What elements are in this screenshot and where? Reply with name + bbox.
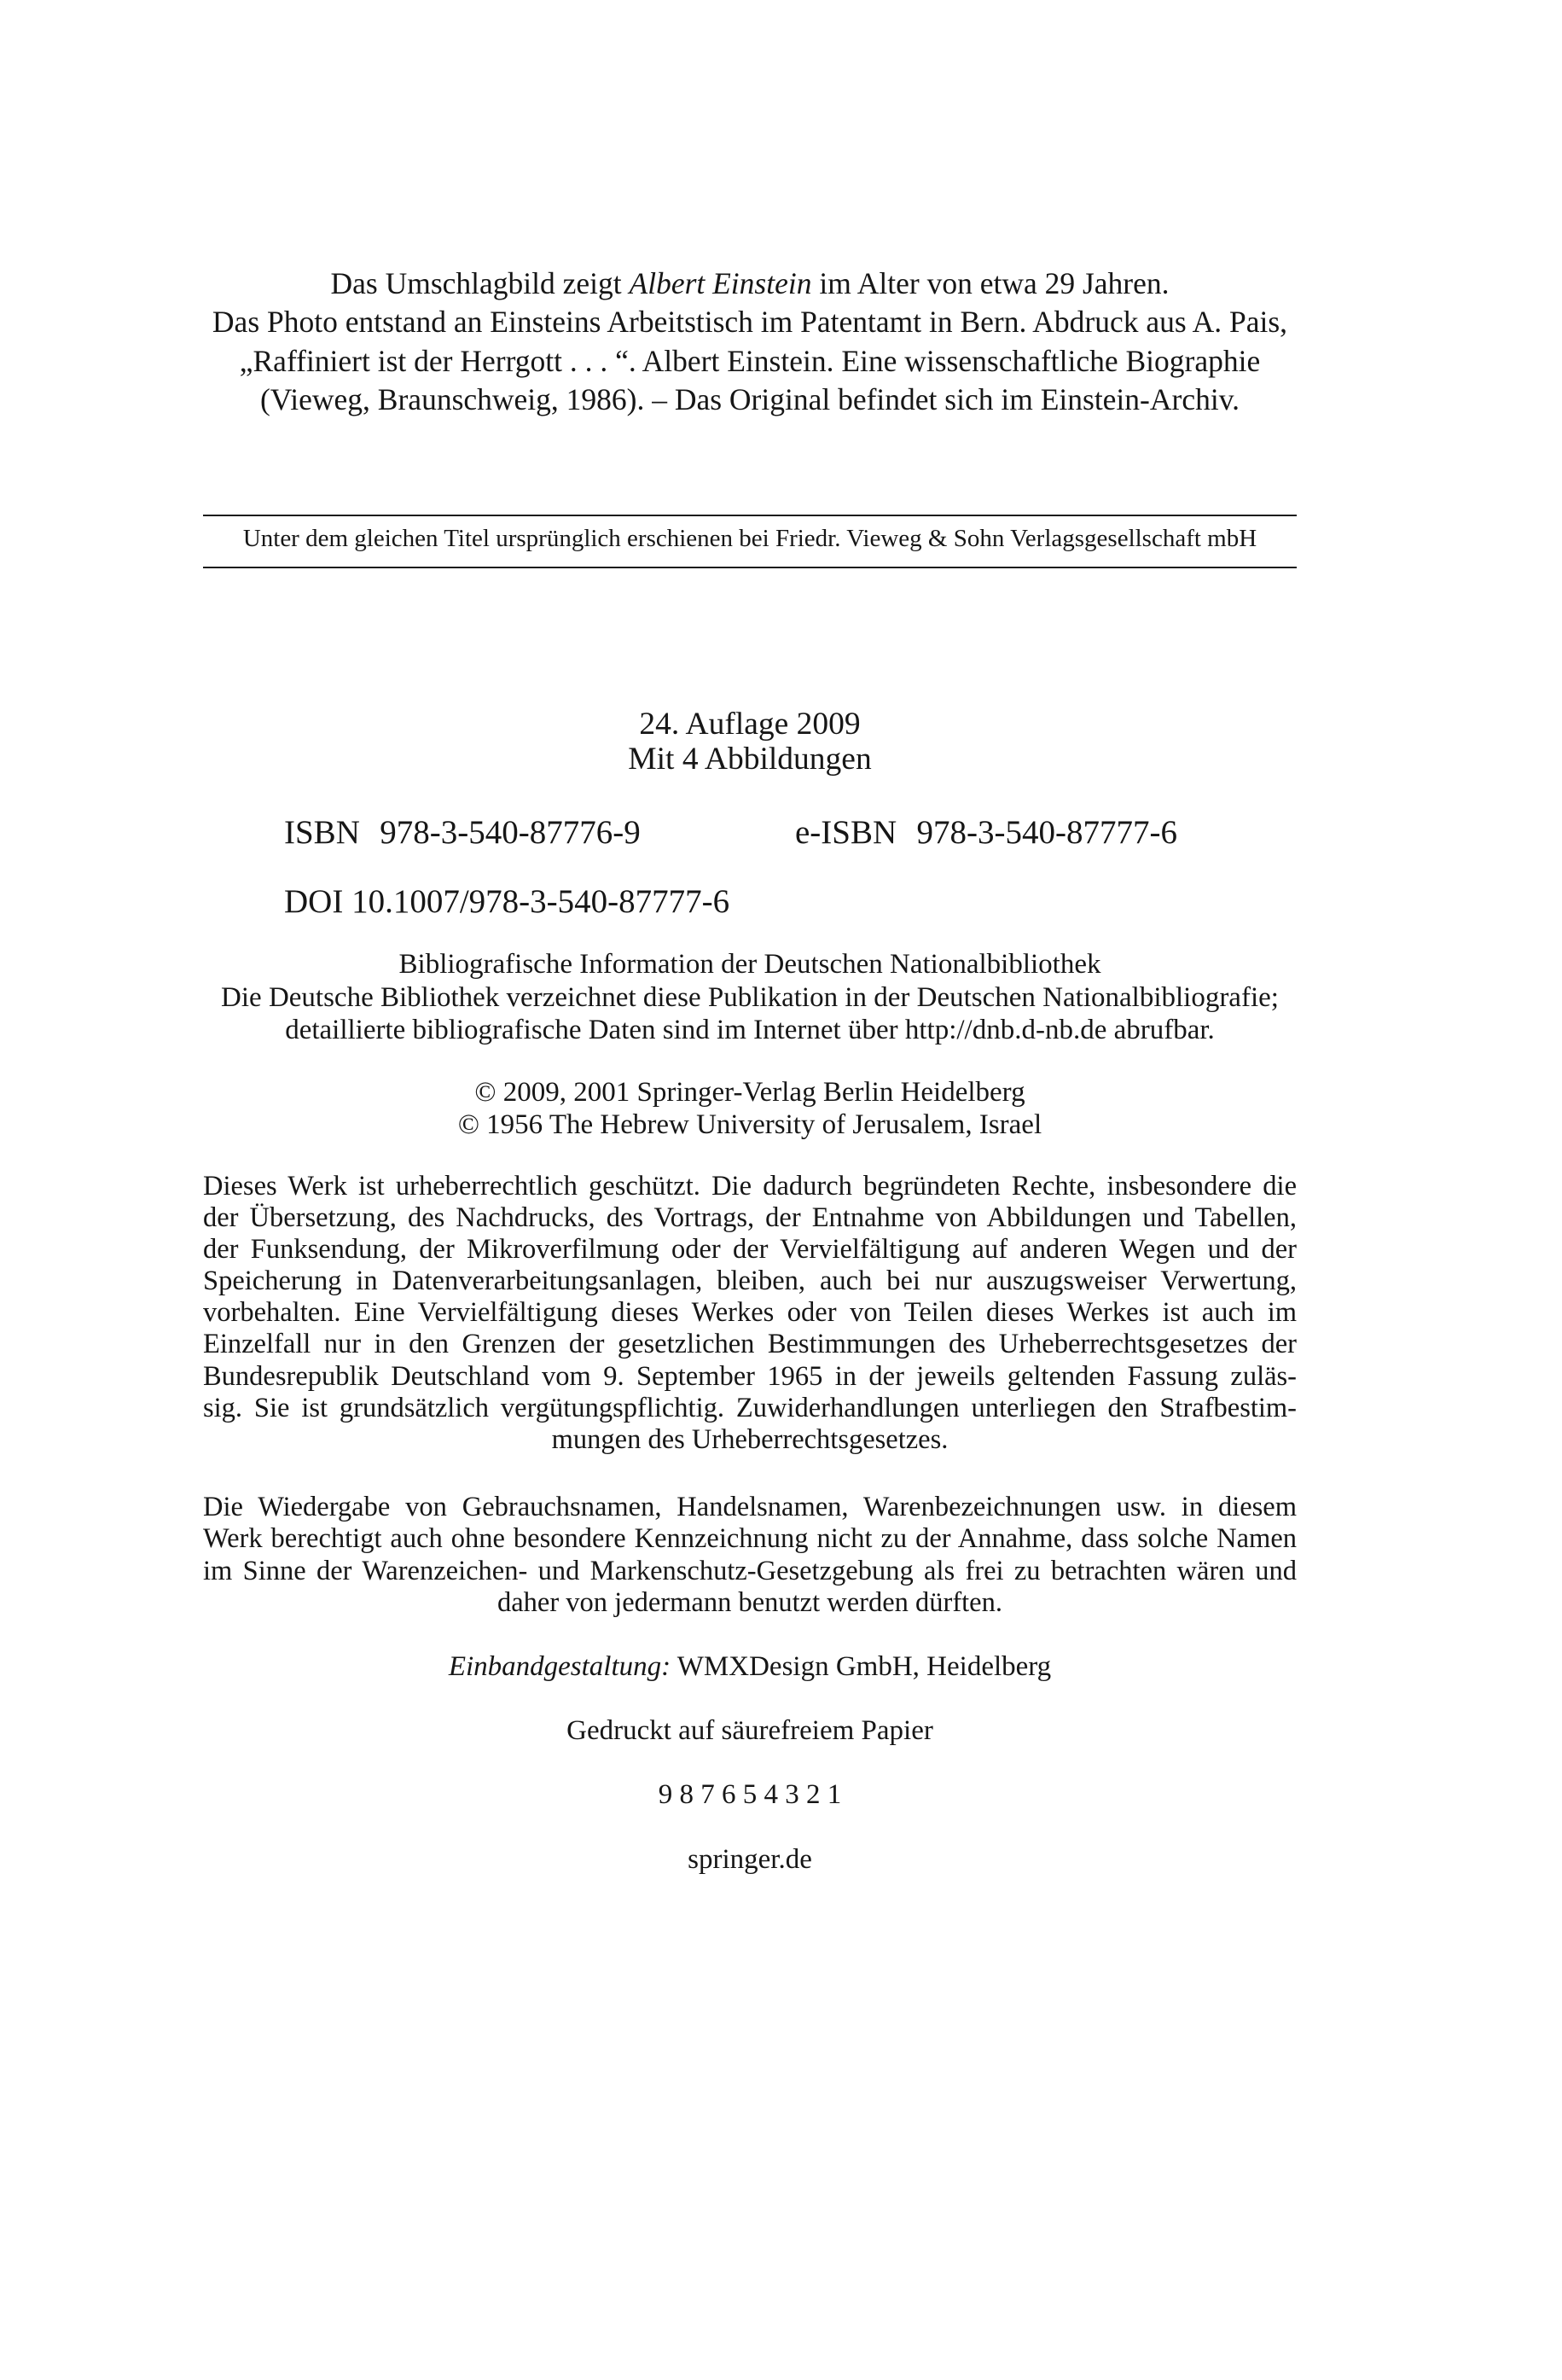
trademark-notice-line: im Sinne der Warenzeichen- und Markenschutz-Gesetzgebung als frei zu betrachten wären und <box>203 1555 1297 1586</box>
cover-note-line: (Vieweg, Braunschweig, 1986). – Das Original befindet sich im Einstein-Archiv. <box>259 381 1240 416</box>
rights-notice-row <box>203 1266 1297 1297</box>
doi <box>284 883 729 921</box>
e-isbn-number: 978-3-540-87777-6 <box>916 814 1177 851</box>
trademark-notice-line: Die Wiedergabe von Gebrauchsnamen, Handelsnamen, Warenbezeichnungen usw. in diesem <box>203 1492 1297 1522</box>
rights-notice-row <box>203 1361 1297 1393</box>
rights-notice-line: sig. Sie ist grundsätzlich vergütungspflichtig. Zuwiderhandlungen unterliegen den Strafbestim- <box>203 1392 1297 1423</box>
copyright-line: © 2009, 2001 Springer-Verlag Berlin Heidelberg <box>474 1077 1025 1108</box>
isbn-number: 978-3-540-87776-9 <box>380 814 641 851</box>
copyright-notice <box>203 1076 1297 1141</box>
bibliographic-info-line: Die Deutsche Bibliothek verzeichnet diese Publikation in der Deutschen Nationalbibliografie; <box>221 981 1279 1013</box>
cover-design-label: Einbandgestaltung: <box>448 1651 671 1682</box>
edition-printing: 24. Auflage 2009 <box>639 707 861 742</box>
trademark-notice <box>203 1492 1297 1619</box>
isbn <box>284 814 641 852</box>
rights-notice-row <box>203 1297 1297 1329</box>
rights-notice-line: Einzelfall nur in den Grenzen der gesetzlichen Bestimmungen des Urheberrechtsgesetzes der <box>203 1329 1297 1360</box>
rights-notice-line: Dieses Werk ist urheberrechtlich geschützt. Die dadurch begründeten Rechte, insbesondere die <box>203 1171 1297 1202</box>
e-isbn-label: e-ISBN <box>795 814 897 851</box>
paper-note: Gedruckt auf säurefreiem Papier <box>566 1715 933 1746</box>
rights-notice-line: Speicherung in Datenverarbeitungsanlagen, bleiben, auch bei nur auszugsweiser Verwertung, <box>203 1266 1297 1297</box>
cover-note-text: Das Umschlagbild zeigt <box>330 266 622 300</box>
cover-note-line <box>203 265 1297 303</box>
rights-notice-line: der Übersetzung, des Nachdrucks, des Vortrags, der Entnahme von Abbildungen und Tabellen, <box>203 1202 1297 1234</box>
doi-number: 10.1007/978-3-540-87777-6 <box>351 883 730 920</box>
bibliographic-info <box>203 948 1297 1047</box>
rights-notice-line: vorbehalten. Eine Vervielfältigung dieses Werkes oder von Teilen dieses Werkes ist auch im <box>203 1297 1297 1329</box>
rights-notice-line: Bundesrepublik Deutschland vom 9. September 1965 in der jeweils geltenden Fassung zuläs- <box>203 1360 1297 1392</box>
divider-rule-bottom <box>203 567 1297 568</box>
rights-notice-row <box>203 1202 1297 1234</box>
isbn-label: ISBN <box>284 814 360 851</box>
cover-design-credit <box>203 1651 1297 1683</box>
original-edition-note: Unter dem gleichen Titel ursprünglich erschienen bei Friedr. Vieweg & Sohn Verlagsgesellschaft mbH <box>242 525 1257 552</box>
bibliographic-info-line: detaillierte bibliografische Daten sind im Internet über http://dnb.d-nb.de abrufbar. <box>285 1015 1215 1045</box>
trademark-notice-row <box>203 1523 1297 1555</box>
cover-note <box>203 265 1297 419</box>
divider-rule-top <box>203 515 1297 516</box>
trademark-notice-line: daher von jedermann benutzt werden dürften. <box>497 1586 1002 1618</box>
publisher-website: springer.de <box>688 1844 812 1875</box>
rights-notice-row <box>203 1234 1297 1266</box>
e-isbn <box>795 814 1177 852</box>
trademark-notice-row <box>203 1556 1297 1587</box>
rights-notice-line: mungen des Urheberrechtsgesetzes. <box>551 1423 949 1455</box>
rights-notice-row <box>203 1329 1297 1360</box>
edition-info <box>203 707 1297 777</box>
trademark-notice-line: Werk berechtigt auch ohne besondere Kennzeichnung nicht zu der Annahme, dass solche Namen <box>203 1523 1297 1555</box>
rights-notice-row <box>203 1171 1297 1202</box>
rights-notice-line: der Funksendung, der Mikroverfilmung oder der Vervielfältigung auf anderen Wegen und der <box>203 1234 1297 1266</box>
edition-illustrations: Mit 4 Abbildungen <box>628 742 872 777</box>
cover-subject-name: Albert Einstein <box>629 266 812 300</box>
cover-note-line: „Raffiniert ist der Herrgott . . . “. Albert Einstein. Eine wissenschaftliche Biographie <box>239 343 1261 378</box>
cover-note-text: im Alter von etwa 29 Jahren. <box>819 266 1170 300</box>
bibliographic-info-line: Bibliografische Information der Deutschen Nationalbibliothek <box>398 949 1101 980</box>
copyright-line: © 1956 The Hebrew University of Jerusalem, Israel <box>457 1109 1042 1140</box>
rights-notice <box>203 1171 1297 1456</box>
cover-note-line: Das Photo entstand an Einsteins Arbeitstisch im Patentamt in Bern. Abdruck aus A. Pais, <box>212 305 1288 340</box>
doi-label: DOI <box>284 883 344 920</box>
print-run-numbers: 9 8 7 6 5 4 3 2 1 <box>658 1779 842 1810</box>
cover-design-value: WMXDesign GmbH, Heidelberg <box>676 1651 1052 1682</box>
rights-notice-row <box>203 1393 1297 1424</box>
trademark-notice-row <box>203 1492 1297 1523</box>
